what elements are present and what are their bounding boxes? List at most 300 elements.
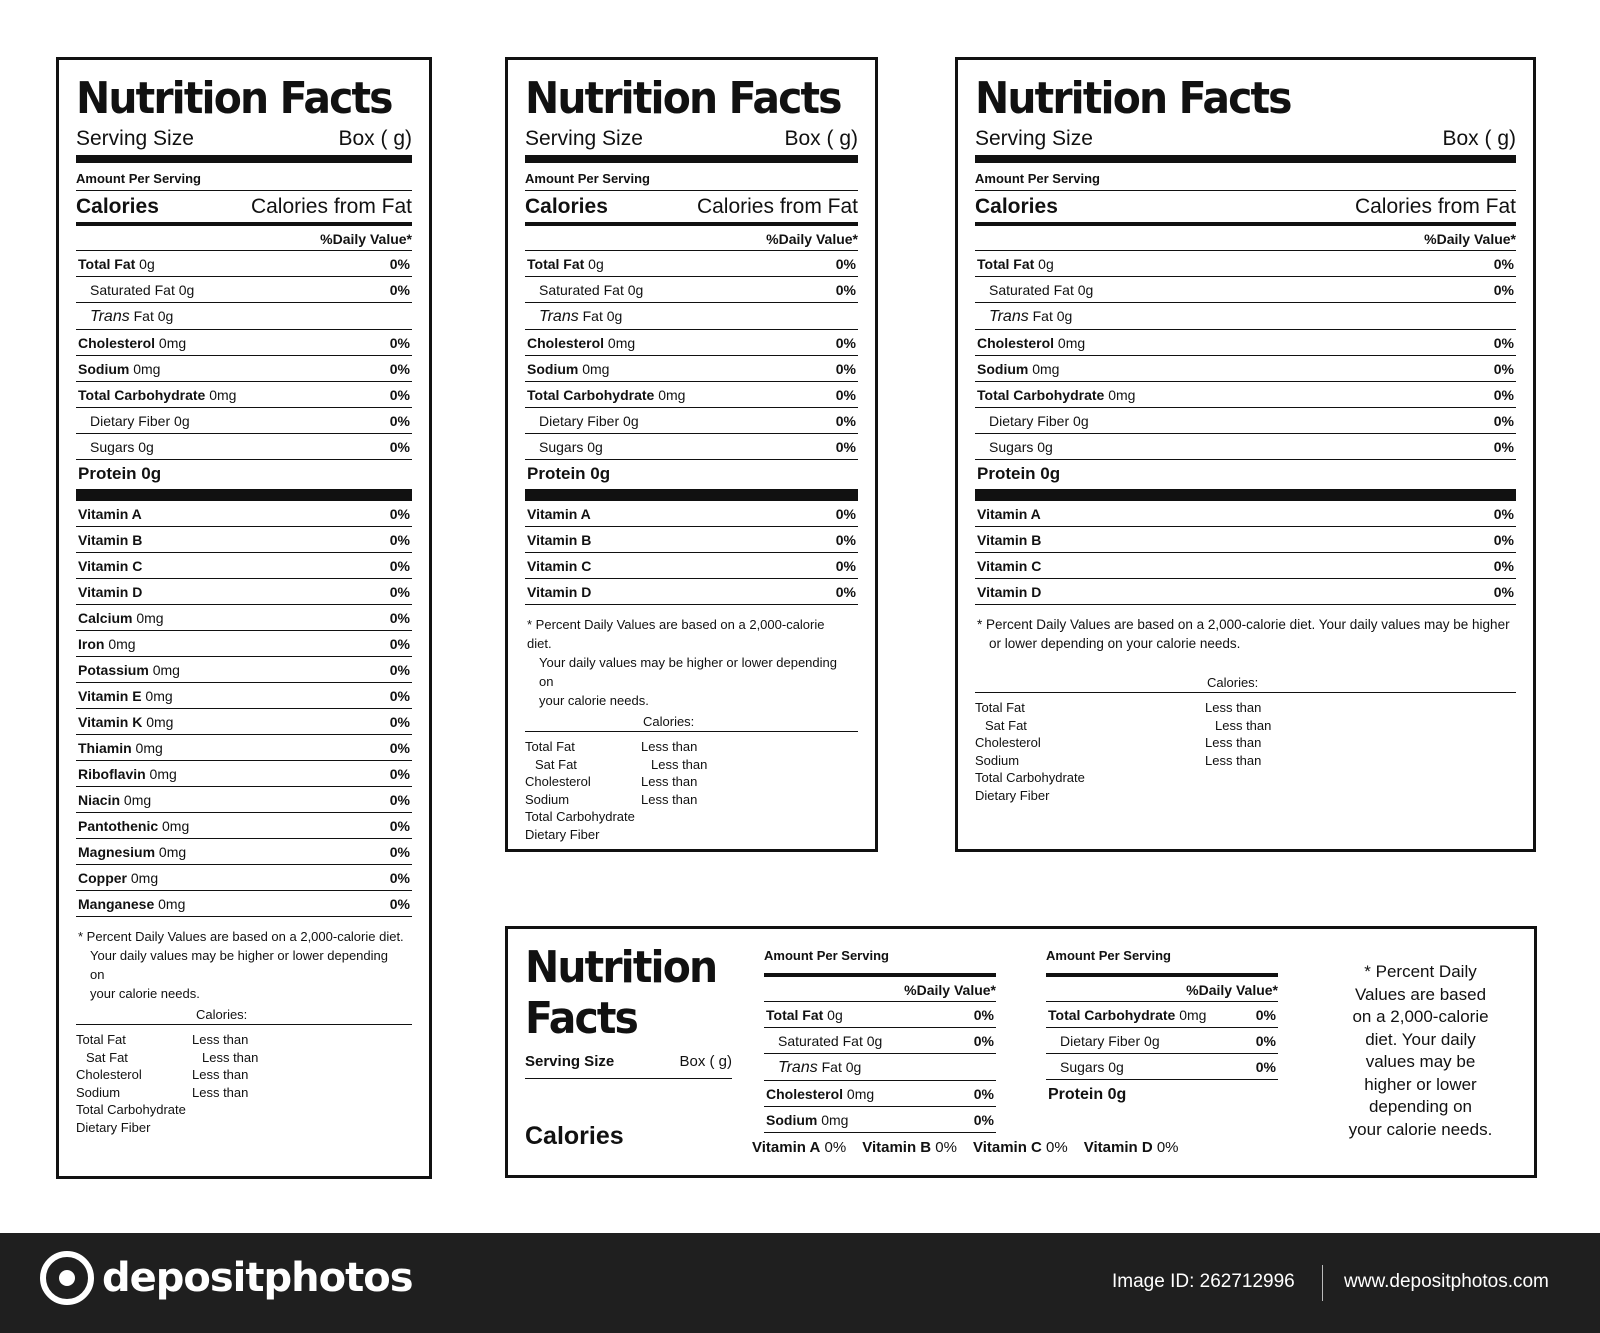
nutrient-name <box>977 505 1041 523</box>
nutrient-percent: 0% <box>389 361 410 377</box>
nutrient-percent: 0% <box>389 558 410 574</box>
nutrient-list <box>1046 1002 1278 1080</box>
nutrient-label: Trans <box>90 308 130 325</box>
nutrient-row <box>76 839 412 865</box>
nutrient-name <box>527 438 603 456</box>
vitamin-item <box>752 1139 846 1156</box>
nutrient-name <box>977 557 1041 575</box>
nutrient-amount: 0g <box>1034 256 1054 272</box>
nutrient-label: Vitamin A <box>527 506 591 522</box>
side-footnote-line: * Percent Daily <box>1364 962 1477 981</box>
reference-name: Total Carbohydrate <box>975 770 1085 785</box>
reference-row <box>76 1119 412 1137</box>
calories-header-text: Calories: <box>196 1007 248 1022</box>
nutrient-amount: 0mg <box>127 870 159 886</box>
reference-name: Sat Fat <box>86 1049 128 1065</box>
nutrient-label: Niacin <box>78 792 121 808</box>
nutrient-row <box>525 553 858 579</box>
nutrient-name <box>78 817 189 835</box>
vitamin-item <box>1084 1139 1179 1156</box>
nutrient-name <box>527 505 591 523</box>
nutrient-percent: 0% <box>835 335 856 351</box>
nutrient-amount: 0g <box>619 413 639 429</box>
vitamin-list <box>525 501 858 605</box>
serving-size-label: Serving Size <box>525 1053 615 1070</box>
nutrient-percent: 0% <box>1255 1007 1276 1023</box>
reference-name: Cholesterol <box>525 774 591 789</box>
nutrient-name <box>78 438 154 456</box>
nutrient-name <box>78 583 142 601</box>
daily-value-header: %Daily Value* <box>76 226 412 251</box>
nutrient-percent: 0% <box>1255 1059 1276 1075</box>
calories-label: Calories <box>76 195 159 218</box>
nutrient-name <box>78 281 194 299</box>
nutrient-row <box>1046 1002 1278 1028</box>
nutrient-amount: 0mg <box>141 688 173 704</box>
nutrient-amount: Fat 0g <box>129 308 174 324</box>
nutrient-percent: 0% <box>973 1007 994 1023</box>
reference-row <box>975 699 1516 717</box>
reference-table <box>525 738 858 843</box>
nutrient-amount: 0mg <box>104 636 136 652</box>
nutrition-label-wide <box>955 57 1536 852</box>
nutrient-row <box>525 251 858 277</box>
nutrient-row <box>76 709 412 735</box>
nutrient-name <box>78 531 142 549</box>
nutrient-amount: 0g <box>583 439 603 455</box>
nutrient-name <box>78 713 173 731</box>
nutrient-row <box>525 434 858 460</box>
nutrient-row <box>975 527 1516 553</box>
reference-name: Sodium <box>975 752 1020 768</box>
nutrient-name <box>977 583 1041 601</box>
nutrient-label: Vitamin A <box>78 506 142 522</box>
reference-row <box>975 752 1516 770</box>
calories-from-fat: Calories from Fat <box>696 195 858 218</box>
reference-row <box>525 756 858 774</box>
label-title-line1: Nutrition <box>525 942 717 993</box>
nutrient-name <box>78 765 177 783</box>
nutrient-percent: 0% <box>835 558 856 574</box>
reference-limit: Less than <box>641 774 698 789</box>
reference-name: Total Fat <box>975 700 1025 715</box>
nutrient-name <box>78 255 155 273</box>
nutrient-row <box>76 865 412 891</box>
nutrient-label: Total Carbohydrate <box>977 387 1105 403</box>
calories-label: Calories <box>525 1122 624 1150</box>
vitamin-percent: 0% <box>931 1139 957 1156</box>
side-footnote-line: on a 2,000-calorie <box>1352 1007 1489 1026</box>
nutrient-label: Vitamin D <box>977 584 1042 600</box>
nutrient-row <box>764 1002 996 1028</box>
protein-row: Protein 0g <box>1048 1086 1127 1103</box>
nutrient-name <box>78 791 151 809</box>
site-url[interactable]: www.depositphotos.com <box>1344 1271 1549 1292</box>
nutrient-row <box>76 382 412 408</box>
nutrient-label: Sugars <box>1060 1059 1105 1075</box>
nutrient-percent: 0% <box>835 584 856 600</box>
nutrient-percent: 0% <box>389 844 410 860</box>
nutrient-name <box>527 557 591 575</box>
nutrient-label: Total Carbohydrate <box>1048 1007 1176 1023</box>
nutrient-label: Vitamin C <box>527 558 592 574</box>
nutrient-amount: 0g <box>134 439 154 455</box>
nutrient-label: Thiamin <box>78 740 132 756</box>
nutrient-amount: Fat 0g <box>1028 308 1073 324</box>
daily-value-header: %Daily Value* <box>764 977 996 1002</box>
nutrient-percent: 0% <box>389 714 410 730</box>
side-footnote <box>1308 961 1533 1141</box>
footnote <box>975 605 1516 655</box>
nutrient-row <box>525 527 858 553</box>
vitamin-name: Vitamin A <box>752 1139 821 1156</box>
nutrient-name <box>977 307 1072 326</box>
nutrient-label: Sodium <box>527 361 579 377</box>
reference-row <box>525 738 858 756</box>
nutrient-name <box>766 1032 882 1050</box>
nutrient-row <box>975 382 1516 408</box>
protein-row: Protein 0g <box>975 460 1516 501</box>
nutrient-percent: 0% <box>1493 387 1514 403</box>
nutrient-amount: 0mg <box>142 714 174 730</box>
amount-per-serving: Amount Per Serving <box>1046 946 1278 977</box>
reference-row <box>975 734 1516 752</box>
nutrient-amount: 0mg <box>843 1086 875 1102</box>
vitamin-item <box>862 1139 957 1156</box>
nutrient-percent: 0% <box>389 636 410 652</box>
nutrient-label: Sugars <box>539 439 584 455</box>
reference-row <box>975 717 1516 735</box>
calories-row <box>975 191 1516 226</box>
reference-table <box>975 699 1516 804</box>
nutrient-percent: 0% <box>973 1086 994 1102</box>
nutrient-percent: 0% <box>1493 584 1514 600</box>
nutrient-name <box>527 360 609 378</box>
nutrient-label: Vitamin B <box>527 532 592 548</box>
reference-limit: Less than <box>202 1049 259 1065</box>
nutrient-percent: 0% <box>1493 413 1514 429</box>
nutrient-percent: 0% <box>835 256 856 272</box>
amount-per-serving: Amount Per Serving <box>525 163 858 191</box>
nutrient-amount: 0mg <box>132 610 164 626</box>
reference-name: Total Fat <box>76 1032 126 1047</box>
nutrient-amount: 0mg <box>1054 335 1086 351</box>
nutrient-percent: 0% <box>835 413 856 429</box>
daily-value-header: %Daily Value* <box>1046 977 1278 1002</box>
nutrient-name <box>78 386 236 404</box>
nutrient-name <box>78 635 136 653</box>
reference-limit: Less than <box>1205 700 1262 715</box>
vitamin-name: Vitamin B <box>862 1139 932 1156</box>
nutrient-percent: 0% <box>389 740 410 756</box>
nutrient-amount: 0mg <box>205 387 237 403</box>
nutrient-row <box>764 1028 996 1054</box>
footnote-line: your calorie needs. <box>539 693 649 708</box>
nutrient-name <box>527 386 685 404</box>
nutrient-row <box>76 891 412 917</box>
reference-row <box>525 808 858 826</box>
reference-row <box>975 787 1516 805</box>
nutrient-amount: 0g <box>1140 1033 1160 1049</box>
nutrient-row <box>975 303 1516 330</box>
side-footnote-line: your calorie needs. <box>1348 1119 1493 1139</box>
nutrient-row <box>525 277 858 303</box>
nutrient-row <box>76 277 412 303</box>
nutrient-row <box>525 501 858 527</box>
amount-per-serving: Amount Per Serving <box>975 163 1516 191</box>
vitamin-name: Vitamin C <box>972 1139 1042 1156</box>
serving-size-label: Serving Size <box>525 127 643 150</box>
nutrient-row <box>76 303 412 330</box>
reference-limit: Less than <box>1205 752 1262 768</box>
nutrient-amount: 0g <box>862 1033 883 1049</box>
nutrient-name <box>977 255 1054 273</box>
nutrient-label: Cholesterol <box>977 335 1055 351</box>
nutrient-name <box>766 1006 843 1024</box>
reference-table <box>76 1031 412 1136</box>
reference-name: Total Carbohydrate <box>76 1102 186 1117</box>
footnote <box>76 917 412 1005</box>
nutrient-name <box>78 505 142 523</box>
nutrient-row <box>764 1107 996 1133</box>
nutrient-amount: 0mg <box>1104 387 1136 403</box>
nutrient-row <box>76 501 412 527</box>
nutrient-amount: 0mg <box>604 335 636 351</box>
nutrient-label: Cholesterol <box>78 335 156 351</box>
nutrient-percent: 0% <box>1493 256 1514 272</box>
nutrient-row <box>76 657 412 683</box>
nutrient-column-carb <box>1046 946 1278 1110</box>
nutrient-label: Vitamin B <box>977 532 1042 548</box>
nutrient-row <box>76 683 412 709</box>
nutrient-row <box>76 251 412 277</box>
nutrient-label: Sugars <box>90 439 135 455</box>
nutrient-name <box>78 307 173 326</box>
nutrient-name <box>78 609 164 627</box>
calories-reference-header <box>525 712 858 732</box>
reference-limit: Less than <box>1205 735 1262 750</box>
nutrient-label: Vitamin D <box>527 584 592 600</box>
nutrient-percent: 0% <box>389 792 410 808</box>
reference-row <box>525 791 858 809</box>
nutrient-row <box>76 408 412 434</box>
nutrient-percent: 0% <box>1493 506 1514 522</box>
serving-size-value: Box ( g) <box>1442 127 1516 150</box>
nutrient-amount: 0g <box>584 256 604 272</box>
nutrient-amount: 0mg <box>131 740 163 756</box>
nutrient-label: Dietary Fiber <box>90 413 171 429</box>
nutrient-label: Total Fat <box>977 256 1035 272</box>
nutrient-row <box>76 813 412 839</box>
reference-row <box>525 773 858 791</box>
nutrient-row <box>975 579 1516 605</box>
reference-name: Total Fat <box>525 739 575 754</box>
nutrient-percent: 0% <box>389 532 410 548</box>
nutrient-percent: 0% <box>389 662 410 678</box>
nutrient-percent: 0% <box>835 387 856 403</box>
reference-name: Dietary Fiber <box>76 1119 151 1135</box>
reference-row <box>76 1066 412 1084</box>
reference-name: Dietary Fiber <box>975 787 1050 803</box>
nutrient-name <box>977 531 1041 549</box>
amount-per-serving: Amount Per Serving <box>764 946 996 977</box>
nutrient-percent: 0% <box>835 361 856 377</box>
side-footnote-line: Values are based <box>1354 984 1487 1004</box>
nutrient-name <box>527 281 643 299</box>
nutrient-amount: 0g <box>135 256 155 272</box>
vitamin-item <box>973 1139 1068 1156</box>
nutrient-name <box>527 412 639 430</box>
nutrient-percent: 0% <box>973 1112 994 1128</box>
image-id-text: Image ID: 262712996 <box>1112 1271 1295 1292</box>
nutrient-name <box>78 843 186 861</box>
nutrient-percent: 0% <box>389 688 410 704</box>
serving-size-label: Serving Size <box>76 127 194 150</box>
vitamin-list <box>975 501 1516 605</box>
nutrient-percent: 0% <box>835 282 856 298</box>
nutrient-percent: 0% <box>835 532 856 548</box>
nutrient-amount: 0mg <box>155 335 187 351</box>
nutrition-label-full <box>56 57 432 1179</box>
nutrient-row <box>975 277 1516 303</box>
nutrient-label: Iron <box>78 636 105 652</box>
reference-name: Sodium <box>76 1084 121 1100</box>
nutrient-amount: 0mg <box>148 662 180 678</box>
nutrient-amount: 0g <box>174 282 195 298</box>
reference-name: Sat Fat <box>985 717 1027 733</box>
nutrient-name <box>78 661 180 679</box>
footnote <box>525 605 858 712</box>
nutrient-label: Trans <box>778 1059 818 1076</box>
stock-footer-bar <box>0 1233 1600 1333</box>
reference-name: Sat Fat <box>535 756 577 772</box>
reference-limit: Less than <box>192 1084 249 1100</box>
nutrient-row <box>76 553 412 579</box>
nutrient-label: Trans <box>989 308 1029 325</box>
calories-header-text: Calories: <box>643 714 695 729</box>
nutrient-row <box>525 408 858 434</box>
calories-reference-header <box>975 673 1516 693</box>
footnote-line: * Percent Daily Values are based on a 2,000-calorie diet. <box>527 617 825 651</box>
nutrient-row <box>76 356 412 382</box>
footnote-line: * Percent Daily Values are based on a 2,000-calorie diet. Your daily values may be higher <box>977 617 1510 632</box>
nutrient-name <box>527 255 604 273</box>
nutrient-list <box>975 251 1516 460</box>
thick-rule <box>525 155 858 163</box>
nutrient-name <box>527 583 591 601</box>
nutrient-percent: 0% <box>389 256 410 272</box>
nutrient-name <box>78 334 186 352</box>
nutrition-label-horizontal <box>505 926 1537 1178</box>
nutrient-percent: 0% <box>1493 335 1514 351</box>
nutrient-amount: 0g <box>1073 282 1094 298</box>
nutrient-label: Sugars <box>989 439 1034 455</box>
nutrient-label: Vitamin B <box>78 532 143 548</box>
label-title: Nutrition Facts <box>975 73 1291 124</box>
nutrient-percent: 0% <box>389 413 410 429</box>
label-title-line2: Facts <box>525 993 638 1044</box>
nutrient-amount: 0mg <box>654 387 686 403</box>
reference-name: Sodium <box>525 791 570 807</box>
reference-limit: Less than <box>1215 717 1272 733</box>
nutrient-label: Vitamin A <box>977 506 1041 522</box>
nutrient-name <box>977 334 1085 352</box>
footnote-line: * Percent Daily Values are based on a 2,000-calorie diet. <box>78 929 404 944</box>
nutrient-percent: 0% <box>835 506 856 522</box>
nutrient-row <box>975 356 1516 382</box>
brand-logo-text: depositphotos <box>102 1255 413 1301</box>
nutrient-label: Saturated Fat <box>989 282 1074 298</box>
nutrient-name <box>78 895 185 913</box>
mineral-list <box>76 605 412 917</box>
serving-size-row <box>525 1053 732 1079</box>
nutrient-percent: 0% <box>389 335 410 351</box>
calories-header-text: Calories: <box>1207 675 1259 690</box>
reference-row <box>76 1084 412 1102</box>
nutrient-percent: 0% <box>1493 558 1514 574</box>
reference-name: Cholesterol <box>76 1067 142 1082</box>
nutrient-amount: 0mg <box>120 792 152 808</box>
nutrient-row <box>76 761 412 787</box>
reference-row <box>525 826 858 844</box>
calories-label: Calories <box>975 195 1058 218</box>
serving-size-value: Box ( g) <box>679 1053 732 1070</box>
vitamin-percent: 0% <box>1041 1139 1068 1156</box>
calories-from-fat: Calories from Fat <box>1354 195 1516 218</box>
reference-name: Dietary Fiber <box>525 826 600 842</box>
nutrient-label: Copper <box>78 870 127 886</box>
nutrient-label: Calcium <box>78 610 133 626</box>
nutrient-amount: 0mg <box>158 818 190 834</box>
nutrient-row <box>76 330 412 356</box>
nutrient-label: Vitamin C <box>78 558 143 574</box>
nutrient-label: Magnesium <box>78 844 156 860</box>
nutrient-amount: 0mg <box>155 844 187 860</box>
nutrient-label: Cholesterol <box>766 1086 844 1102</box>
nutrient-name <box>527 334 635 352</box>
nutrient-amount: 0mg <box>129 361 161 377</box>
nutrient-amount: 0g <box>1033 439 1053 455</box>
nutrient-percent: 0% <box>835 439 856 455</box>
nutrient-row <box>975 251 1516 277</box>
nutrient-row <box>525 303 858 330</box>
nutrient-label: Manganese <box>78 896 155 912</box>
serving-size-value: Box ( g) <box>338 127 412 150</box>
thick-rule <box>76 155 412 163</box>
nutrient-row <box>975 330 1516 356</box>
nutrient-label: Sodium <box>766 1112 818 1128</box>
nutrient-row <box>76 579 412 605</box>
reference-name: Total Carbohydrate <box>525 809 635 824</box>
nutrient-percent: 0% <box>1255 1033 1276 1049</box>
nutrient-amount: 0mg <box>154 896 186 912</box>
nutrient-name <box>527 307 622 326</box>
nutrient-name <box>977 360 1059 378</box>
nutrient-name <box>78 360 160 378</box>
nutrient-row <box>1046 1054 1278 1080</box>
nutrient-percent: 0% <box>1493 282 1514 298</box>
nutrient-label: Saturated Fat <box>90 282 175 298</box>
protein-row: Protein 0g <box>525 460 858 501</box>
footnote-line: your calorie needs. <box>90 986 200 1001</box>
nutrient-name <box>977 386 1135 404</box>
nutrient-label: Vitamin C <box>977 558 1042 574</box>
nutrition-label-medium <box>505 57 878 852</box>
nutrient-percent: 0% <box>389 896 410 912</box>
serving-size-row <box>525 126 858 152</box>
nutrient-label: Trans <box>539 308 579 325</box>
vitamin-percent: 0% <box>820 1139 847 1156</box>
